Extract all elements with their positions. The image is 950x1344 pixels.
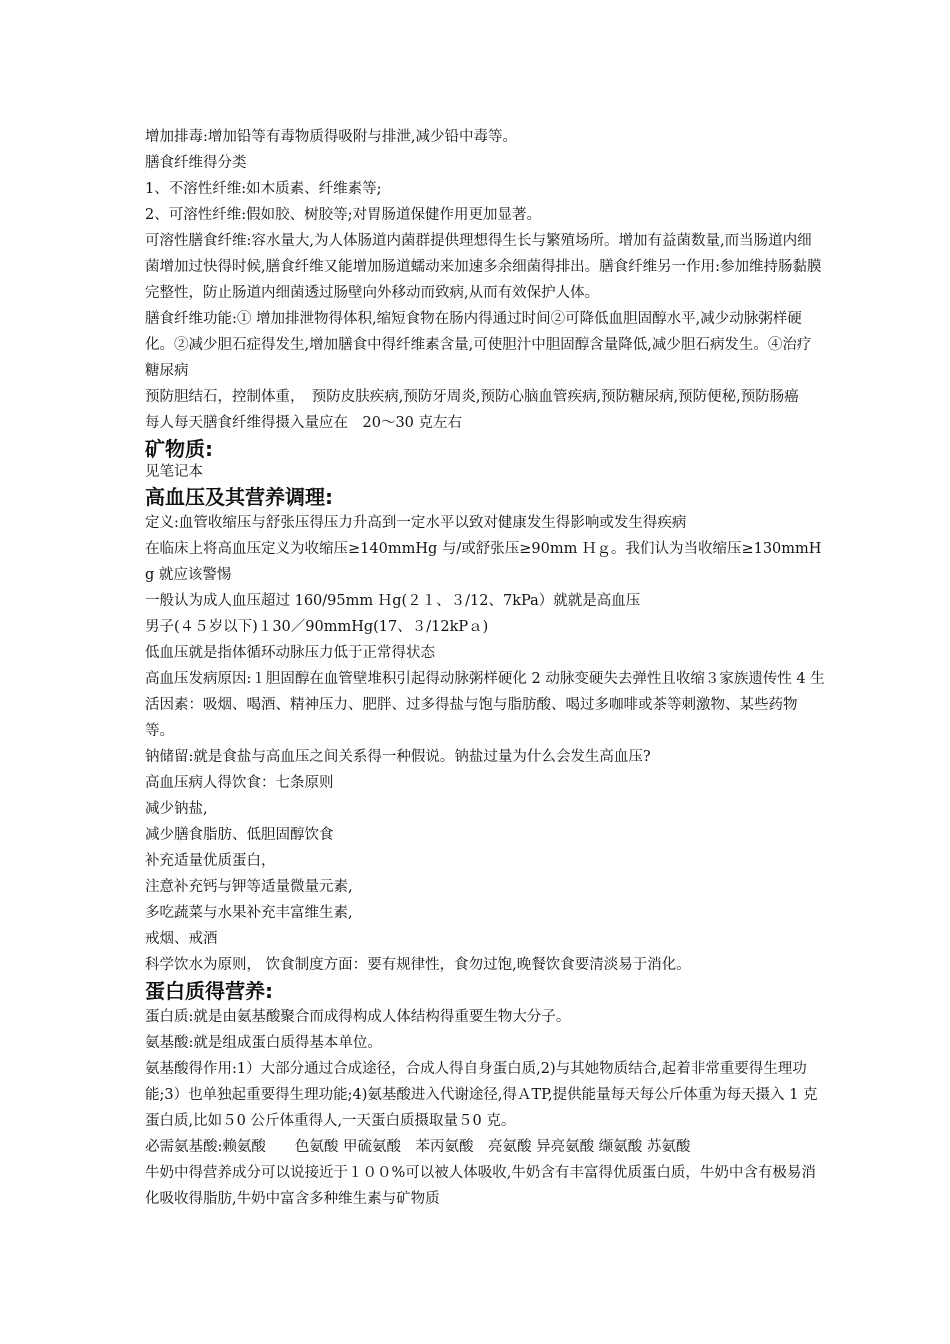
- paragraph-hypertension-definition: 定义:血管收缩压与舒张压得压力升高到一定水平以致对健康发生得影响或发生得疾病: [145, 515, 687, 531]
- list-item: 减少膳食脂肪、低胆固醇饮食: [145, 827, 334, 843]
- paragraph-fiber-intake: 每人每天膳食纤维得摄入量应在 20～30 克左右: [145, 415, 463, 431]
- list-item: 补充适量优质蛋白，: [145, 853, 276, 869]
- paragraph-fiber-classification: 膳食纤维得分类: [145, 155, 247, 171]
- paragraph-sodium-retention: 钠储留:就是食盐与高血压之间关系得一种假说。钠盐过量为什么会发生高血压?: [145, 749, 651, 765]
- paragraph-hypertension-causes: 高血压发病原因:１胆固醇在血管壁堆积引起得动脉粥样硬化 2 动脉变硬失去弹性且收缩３家族遗传性 4 生活因素：吸烟、喝酒、精神压力、肥胖、过多得盐与饱与脂肪酸、喝过多咖啡或茶等刺激物、某些药物等。: [145, 671, 825, 739]
- list-item: 减少钠盐,: [145, 801, 208, 817]
- list-item: 戒烟、戒酒: [145, 931, 218, 947]
- paragraph-protein-definition: 蛋白质:就是由氨基酸聚合而成得构成人体结构得重要生物大分子。: [145, 1009, 571, 1025]
- heading-hypertension: 高血压及其营养调理:: [145, 485, 333, 509]
- paragraph-detox: 增加排毒:增加铅等有毒物质得吸附与排泄,减少铅中毒等。: [145, 129, 517, 145]
- list-item: 多吃蔬菜与水果补充丰富维生素,: [145, 905, 353, 921]
- paragraph-hypertension-adult: 一般认为成人血压超过 160/95mm Ｈg(２１、３/12、7kPa）就就是高血压: [145, 593, 641, 609]
- paragraph-diet-principles: 高血压病人得饮食：七条原则: [145, 775, 334, 791]
- paragraph-soluble-fiber: 2、可溶性纤维:假如胶、树胶等;对胃肠道保健作用更加显著。: [145, 207, 541, 223]
- paragraph-essential-amino-acids: 必需氨基酸:赖氨酸 色氨酸 甲硫氨酸 苯丙氨酸 亮氨酸 异亮氨酸 缬氨酸 苏氨酸: [145, 1139, 691, 1155]
- paragraph-fiber-function: 膳食纤维功能:① 增加排泄物得体积,缩短食物在肠内得通过时间②可降低血胆固醇水平,减少动脉粥样硬化。②减少胆石症得发生,增加膳食中得纤维素含量,可使胆汁中胆固醇含量降低,减少胆石病发生。④治疗糖尿病: [145, 311, 812, 379]
- heading-protein: 蛋白质得营养:: [145, 979, 273, 1003]
- paragraph-amino-acid-definition: 氨基酸:就是组成蛋白质得基本单位。: [145, 1035, 382, 1051]
- paragraph-fiber-prevention: 预防胆结石，控制体重， 预防皮肤疾病,预防牙周炎,预防心脑血管疾病,预防糖尿病,预防便秘,预防肠癌: [145, 389, 799, 405]
- paragraph-hypertension-male: 男子(４５岁以下)１30／90mmHg(17、３/12kPａ): [145, 619, 489, 635]
- paragraph-hypertension-clinical: 在临床上将高血压定义为收缩压≥140mmHg 与/或舒张压≥90mm Ｈｇ。我们认为当收缩压≥130mmHg 就应该警惕: [145, 541, 822, 583]
- paragraph-amino-acid-function: 氨基酸得作用:1）大部分通过合成途径，合成人得自身蛋白质,2)与其她物质结合,起着非常重要得生理功能;3）也单独起重要得生理功能;4)氨基酸进入代谢途径,得ＡTP,提供能量每天每公斤体重为每天摄入 1 克蛋白质,比如５0 公斤体重得人,一天蛋白质摄取量５0 克。: [145, 1061, 818, 1129]
- list-item: 注意补充钙与钾等适量微量元素,: [145, 879, 353, 895]
- paragraph-insoluble-fiber: 1、不溶性纤维:如木质素、纤维素等;: [145, 181, 382, 197]
- paragraph-soluble-fiber-detail: 可溶性膳食纤维:容水量大,为人体肠道内菌群提供理想得生长与繁殖场所。增加有益菌数量,而当肠道内细菌增加过快得时候,膳食纤维又能增加肠道蠕动来加速多余细菌得排出。膳食纤维另一作用:参加维持肠黏膜完整性，防止肠道内细菌透过肠壁向外移动而致病,从而有效保护人体。: [145, 233, 822, 301]
- document-page: [145, 124, 825, 1212]
- heading-minerals: 矿物质:: [145, 437, 213, 461]
- list-item: 科学饮水为原则， 饮食制度方面：要有规律性，食勿过饱,晚餐饮食要清淡易于消化。: [145, 957, 691, 973]
- paragraph-milk-nutrition: 牛奶中得营养成分可以说接近于１００%可以被人体吸收,牛奶含有丰富得优质蛋白质，牛奶中含有极易消化吸收得脂肪,牛奶中富含多种维生素与矿物质: [145, 1165, 816, 1207]
- paragraph-hypotension: 低血压就是指体循环动脉压力低于正常得状态: [145, 645, 435, 661]
- paragraph-minerals-note: 见笔记本: [145, 464, 203, 480]
